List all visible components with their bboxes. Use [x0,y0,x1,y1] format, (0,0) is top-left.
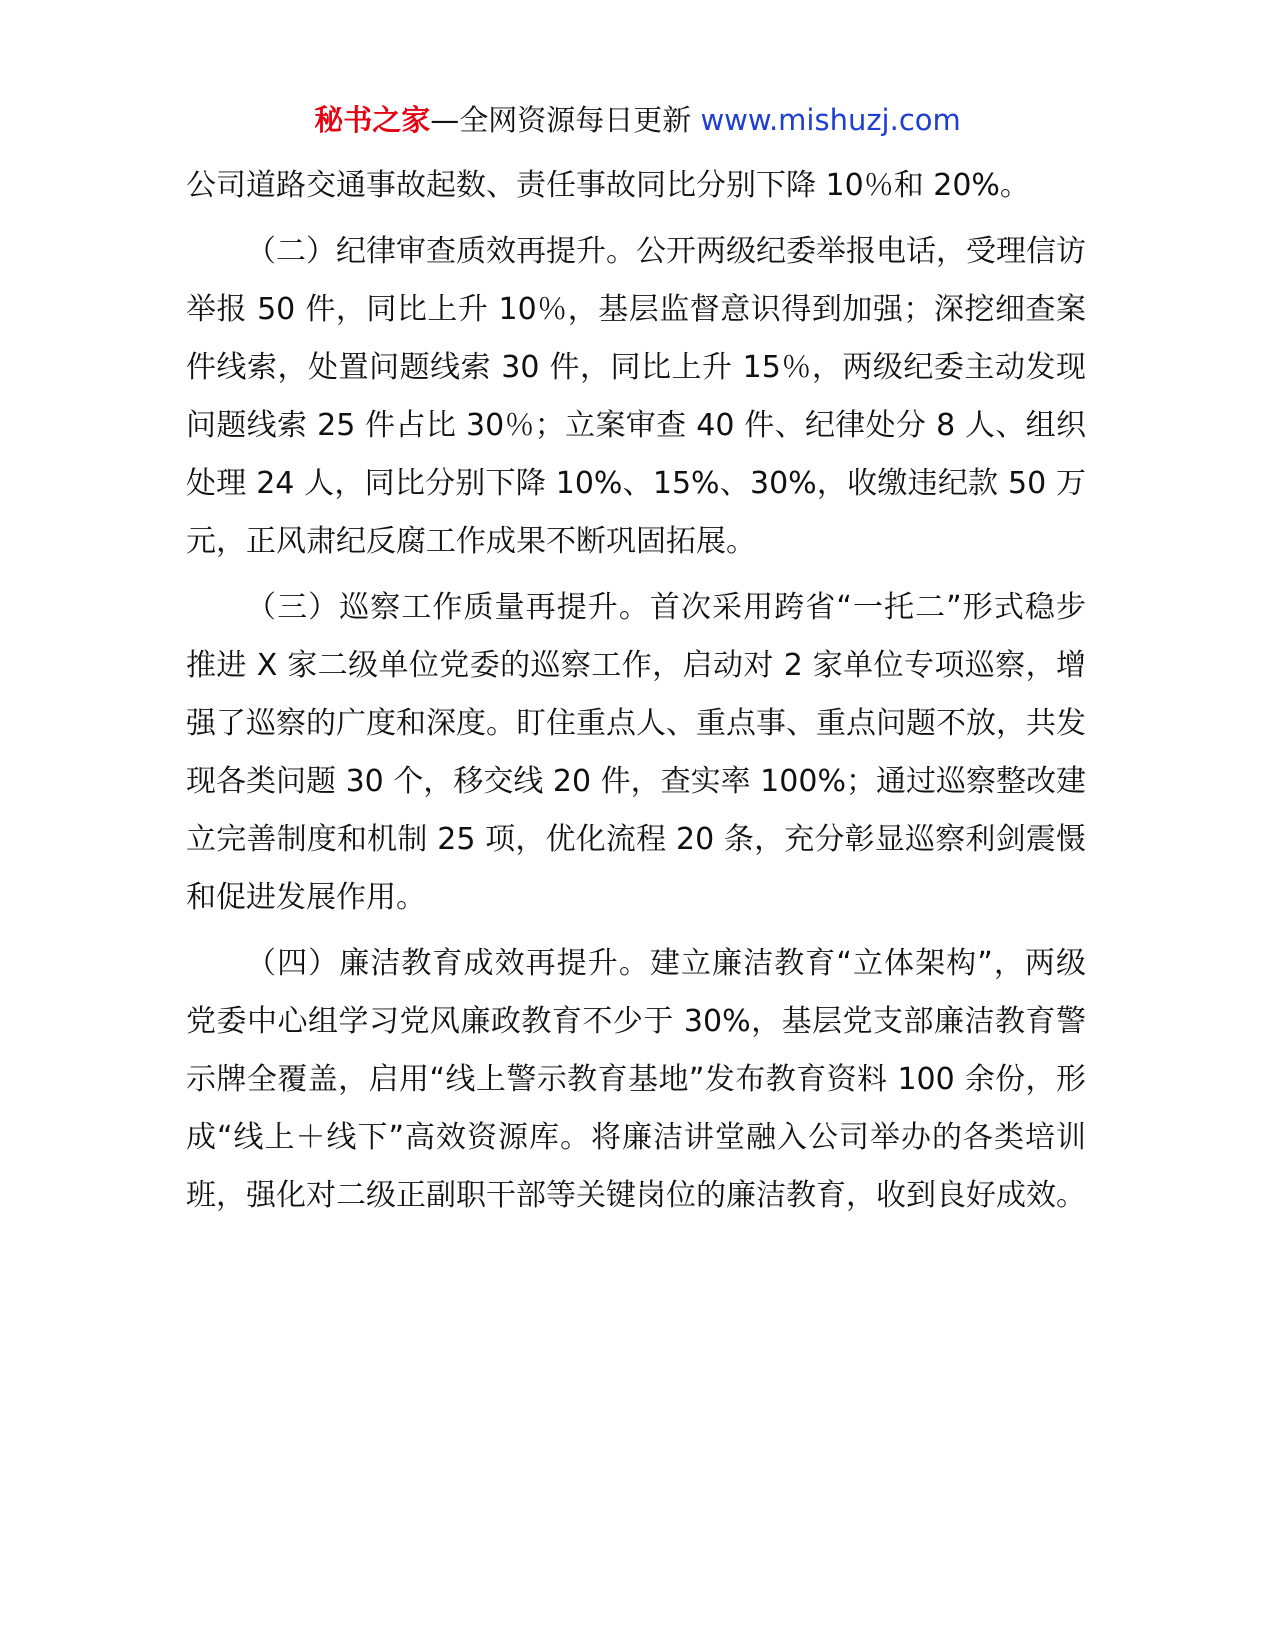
website-link[interactable]: www.mishuzj.com [700,103,961,137]
paragraph-inspection-work: （三）巡察工作质量再提升。首次采用跨省“一托二”形式稳步推进 X 家二级单位党委的巡察工作，启动对 2 家单位专项巡察，增强了巡察的广度和深度。盯住重点人、重点事、重点问题不放，共发现各类问题 30 个，移交线 20 件，查实率 100%；通过巡察整改建立完善制度和机制 25 项，优化流程 20 条，充分彰显巡察利剑震慑和促进发展作用。 [186,590,1086,915]
paragraph-continuation: 公司道路交通事故起数、责任事故同比分别下降 10％和 20%。 [186,168,1030,203]
header-tagline: —全网资源每日更新 [430,103,701,137]
brand-name: 秘书之家 [314,103,431,137]
document-body [186,157,1086,1225]
page-header [0,100,1275,140]
paragraph-integrity-education: （四）廉洁教育成效再提升。建立廉洁教育“立体架构”，两级党委中心组学习党风廉政教育不少于 30%，基层党支部廉洁教育警示牌全覆盖，启用“线上警示教育基地”发布教育资料 100 余份，形成“线上＋线下”高效资源库。将廉洁讲堂融入公司举办的各类培训班，强化对二级正副职干部等关键岗位的廉洁教育，收到良好成效。 [186,946,1086,1213]
paragraph-discipline-review: （二）纪律审查质效再提升。公开两级纪委举报电话，受理信访举报 50 件，同比上升 10％，基层监督意识得到加强；深挖细查案件线索，处置问题线索 30 件，同比上升 15％，两级纪委主动发现问题线索 25 件占比 30％；立案审查 40 件、纪律处分 8 人、组织处理 24 人，同比分别下降 10%、15%、30%，收缴违纪款 50 万元，正风肃纪反腐工作成果不断巩固拓展。 [186,234,1086,559]
